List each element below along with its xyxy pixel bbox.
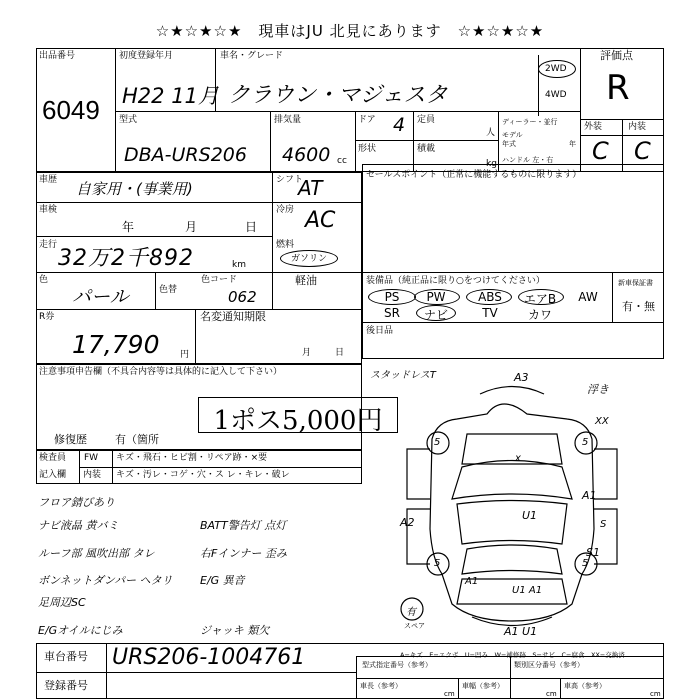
displacement-unit: cc — [337, 156, 347, 166]
dealer-year-label: 年式 — [502, 140, 516, 148]
mark-x-hood: x — [515, 453, 521, 464]
shift-label: シフト — [276, 175, 304, 185]
warranty-value: 有・無 — [622, 300, 655, 313]
equip-abs-circle — [466, 289, 512, 305]
mark-s-right: S — [600, 519, 607, 530]
mark-u1-roof: U1 — [522, 509, 538, 522]
remark2-3: E/G 異音 — [200, 574, 245, 587]
color-code-label: 色コード — [201, 275, 238, 285]
equip-airbag: エアB — [523, 292, 557, 306]
rken-unit: 円 — [180, 350, 190, 360]
mark-spare-yes: 有 — [406, 607, 416, 618]
check-label-1: 検査員 — [39, 453, 67, 463]
color-value: パール — [72, 286, 129, 308]
int-value: C — [634, 137, 651, 165]
history-label: 車歴 — [39, 175, 58, 185]
rken-value: 17,790 — [72, 330, 160, 359]
damage-diagram — [362, 359, 664, 641]
equip-leather: カワ — [527, 308, 552, 322]
aircon-value: AC — [305, 208, 336, 233]
mileage-value: 32万2千892 — [58, 246, 194, 271]
equip-abs: ABS — [478, 290, 502, 304]
mark-float: 浮き — [587, 383, 609, 396]
color-label: 色 — [39, 275, 49, 285]
mark-a2-left: A2 — [400, 516, 415, 529]
car-outline-svg — [362, 359, 664, 641]
remark-2: ナビ液晶 黄バミ — [38, 519, 119, 532]
mark-s1-right: S1 — [586, 546, 600, 559]
tax-notice-label: 名変通知期限 — [200, 310, 266, 323]
inspection-day: 日 — [245, 220, 258, 234]
rken-label: R券 — [39, 312, 55, 322]
length-label: 車長（参考） — [360, 682, 402, 690]
width-unit: cm — [546, 690, 557, 698]
tax-notice-month: 月 — [302, 348, 312, 358]
chassis-label: 車台番号 — [44, 650, 88, 663]
history-value: 自家用・(事業用) — [76, 180, 193, 198]
car-name-label: 車名・グレード — [220, 51, 284, 61]
equip-sr: SR — [384, 306, 400, 320]
mark-u1a1-trunk: U1 A1 — [512, 585, 543, 596]
equip-airbag-circle — [518, 289, 564, 305]
ext-label: 外装 — [584, 122, 603, 132]
dealer-model-label: モデル — [502, 131, 523, 139]
width-label: 車幅（参考） — [462, 682, 504, 690]
category-label: 類別区分番号（参考） — [514, 661, 584, 669]
drive-4wd: 4WD — [545, 90, 567, 100]
lot-label: 出品番号 — [39, 51, 76, 61]
remark-3: ルーフ部 風吹出部 タレ — [38, 547, 155, 560]
load-unit: kg — [486, 159, 497, 169]
inspection-label: 車検 — [39, 205, 58, 215]
mileage-unit: km — [232, 260, 246, 270]
repair-label: 修復歴 — [54, 433, 87, 446]
displacement-value: 4600 — [282, 144, 331, 166]
equip-navi: ナビ — [423, 308, 448, 322]
car-name-value: クラウン・マジェスタ — [228, 83, 448, 108]
displacement-label: 排気量 — [274, 115, 302, 125]
check-row2-label: 内装 — [83, 470, 102, 480]
color-change-label: 色替 — [159, 285, 178, 295]
designation-label: 型式指定番号（参考） — [362, 661, 432, 669]
capacity-unit: 人 — [486, 128, 496, 138]
equip-ps: PS — [384, 290, 400, 304]
first-reg-label: 初度登録年月 — [119, 51, 174, 61]
damage-legend: A−キズ E−エクボ U−凹み W−補修跡 S−サビ C−腐食 XX−交換済 — [400, 651, 625, 659]
first-reg-value: H22 11月 — [122, 84, 219, 108]
check-row2-items: キズ・汚レ・コゲ・穴・ス レ・キレ・破レ — [116, 470, 290, 480]
check-label-2: 記入欄 — [39, 470, 67, 480]
chassis-value: URS206-1004761 — [112, 645, 306, 670]
sales-points-label: セールスポイント（正常に機能するものに限ります） — [366, 170, 582, 180]
equip-navi-circle — [416, 305, 456, 321]
banner-title: ☆★☆★☆★ 現車はJU 北見にあります ☆★☆★☆★ — [155, 22, 545, 40]
model-value: DBA-URS206 — [124, 144, 247, 166]
notes-stamp: 1ポス5,000円 — [198, 397, 398, 433]
remark2-4: ジャッキ 類欠 — [200, 624, 270, 637]
mark-xx: XX — [595, 416, 609, 427]
shape-label: 形状 — [358, 144, 377, 154]
int-label: 内装 — [628, 122, 647, 132]
fuel-label: 燃料 — [276, 240, 295, 250]
dealer-line: ディーラー・並行 — [502, 118, 558, 126]
mark-a1-right: A1 — [582, 489, 597, 502]
color-code-value: 062 — [228, 288, 257, 306]
equip-pw: PW — [426, 290, 446, 304]
dealer-handle: ハンドル 左・右 — [502, 156, 554, 164]
height-label: 車高（参考） — [564, 682, 606, 690]
remark2-2: 右Fインナー 歪み — [200, 547, 287, 560]
mark-fl-tire: 5 — [434, 437, 441, 448]
aircon-label: 冷房 — [276, 205, 295, 215]
load-label: 積載 — [417, 144, 436, 154]
notes-label: 注意事項申告欄（不具合内容等は具体的に記入して下さい） — [39, 367, 283, 377]
fuel-gasoline: ガソリン — [291, 254, 328, 264]
mark-rl-tire: 5 — [434, 558, 441, 569]
inspection-month: 月 — [185, 220, 198, 234]
spare-label: スペア — [404, 622, 425, 630]
remark-5: 足周辺SC — [38, 596, 86, 609]
ext-value: C — [592, 137, 609, 165]
capacity-label: 定員 — [417, 115, 436, 125]
mileage-label: 走行 — [39, 240, 58, 250]
lot-number: 6049 — [42, 95, 100, 125]
model-label: 型式 — [119, 115, 138, 125]
warranty-label: 新車保証書 — [618, 279, 653, 287]
equip-tv: TV — [482, 306, 498, 320]
studless-note: スタッドレスT — [370, 370, 436, 381]
height-unit: cm — [650, 690, 661, 698]
fuel-diesel: 軽油 — [295, 274, 317, 287]
check-row1-items: キズ・飛石・ヒビ割・リペア跡・×要 — [116, 453, 268, 463]
drive-2wd: 2WD — [545, 64, 567, 74]
equip-pw-circle — [414, 289, 460, 305]
length-unit: cm — [444, 690, 455, 698]
right-details — [362, 164, 664, 359]
equip-ps-circle — [368, 289, 416, 305]
equip-aw: AW — [578, 290, 598, 304]
rating-label: 評価点 — [600, 49, 633, 62]
remark-6: E/Gオイルにじみ — [38, 624, 123, 637]
dealer-year-unit: 年 — [569, 140, 576, 148]
mark-a1-rear-left: A1 — [465, 576, 479, 587]
repair-value: 有（箇所 — [115, 433, 159, 446]
remark-1: フロア錆びあり — [38, 496, 115, 509]
remark2-1: BATT警告灯 点灯 — [200, 519, 287, 532]
shift-value: AT — [298, 176, 323, 200]
check-row1-label: FW — [84, 453, 99, 463]
doors-label: ドア — [358, 115, 376, 125]
after-date-label: 後日品 — [366, 326, 394, 336]
mark-rr-tire: 5 — [582, 558, 589, 569]
mark-a1u1-bumper: A1 U1 — [504, 625, 538, 638]
doors-value: 4 — [393, 114, 406, 136]
inspection-year: 年 — [122, 220, 135, 234]
reg-number-label: 登録番号 — [44, 679, 88, 692]
equipment-label: 装備品（純正品に限り○をつけてください） — [366, 276, 545, 286]
mark-a3: A3 — [514, 371, 529, 384]
rating-value: R — [606, 68, 630, 108]
mark-fr-tire: 5 — [582, 437, 589, 448]
remark-4: ボンネットダンパー ヘタリ — [38, 574, 173, 587]
tax-notice-day: 日 — [335, 348, 345, 358]
